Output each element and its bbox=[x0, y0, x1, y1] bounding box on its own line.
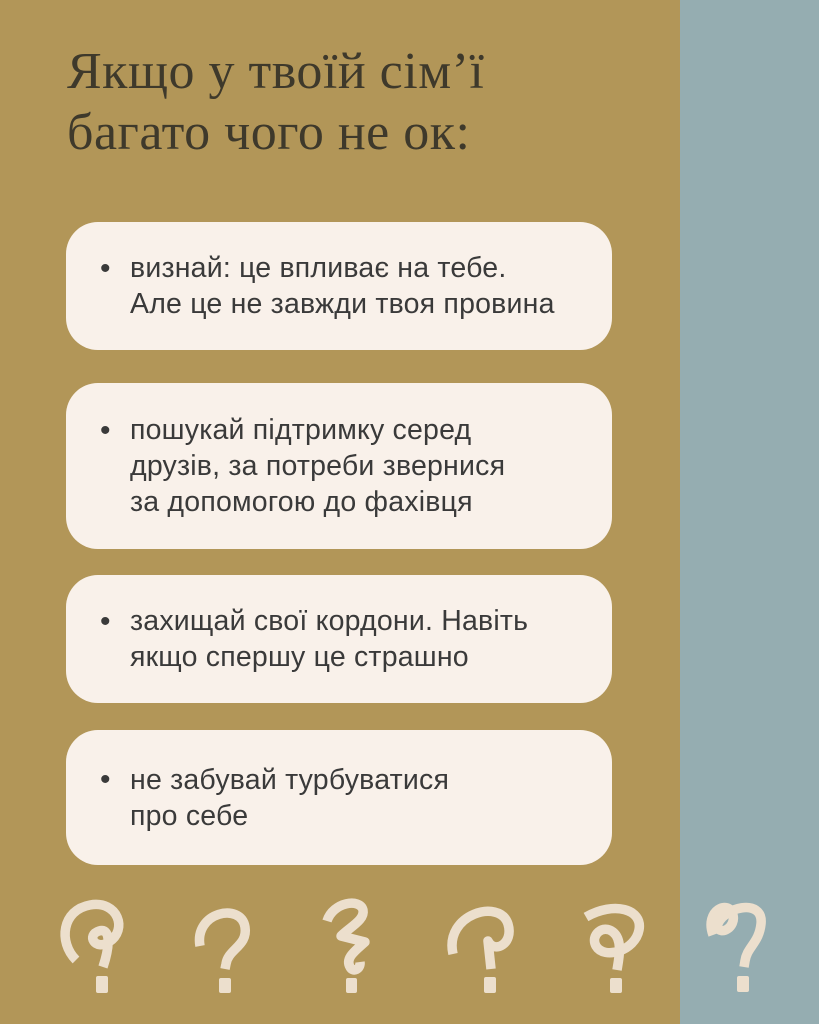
arch-question-mark-icon bbox=[440, 896, 528, 1002]
tip-line: захищай свої кордони. Навіть bbox=[130, 605, 529, 637]
tip-line: Але це не завжди твоя провина bbox=[130, 288, 555, 320]
tip-card-4 bbox=[66, 730, 612, 865]
tip-line: якщо спершу це страшно bbox=[130, 641, 469, 673]
zigzag-question-mark-icon bbox=[310, 896, 398, 1002]
tip-line: не забувай турбуватися bbox=[130, 763, 450, 796]
question-marks-row bbox=[52, 896, 786, 1002]
bullet-dot: • bbox=[100, 604, 111, 638]
tip-line: за допомогою до фахівця bbox=[130, 486, 473, 518]
page-title bbox=[67, 42, 484, 164]
tip-line: друзів, за потреби звернися bbox=[130, 450, 506, 482]
title-line-2: багато чого не ок: bbox=[67, 103, 471, 161]
tips-list bbox=[66, 222, 612, 865]
tip-line: пошукай підтримку серед bbox=[130, 414, 472, 446]
tip-text bbox=[130, 412, 505, 520]
tip-card-1 bbox=[66, 222, 612, 350]
tip-line: визнай: це впливає на тебе. bbox=[130, 252, 507, 284]
bullet-dot: • bbox=[100, 251, 111, 285]
title-line-1: Якщо у твоїй сім’ї bbox=[67, 43, 485, 100]
plain-question-mark-icon bbox=[181, 896, 269, 1002]
tip-line: про себе bbox=[130, 799, 249, 832]
tip-text bbox=[130, 603, 528, 675]
tip-text bbox=[130, 250, 555, 322]
tip-text bbox=[130, 762, 449, 834]
bullet-dot: • bbox=[100, 763, 111, 796]
side-stripe bbox=[680, 0, 819, 1024]
double-loop-question-mark-icon bbox=[698, 896, 786, 1002]
bullet-dot: • bbox=[100, 413, 111, 447]
looped-question-mark-icon bbox=[52, 896, 140, 1002]
spiral-question-mark-icon bbox=[569, 896, 657, 1002]
tip-card-2 bbox=[66, 383, 612, 549]
tip-card-3 bbox=[66, 575, 612, 703]
